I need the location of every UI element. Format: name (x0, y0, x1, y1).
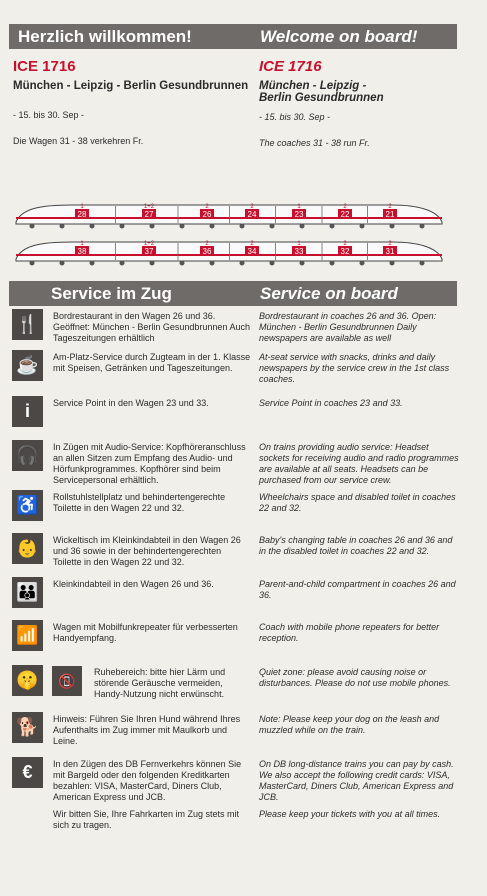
coaches-en: The coaches 31 - 38 run Fr. (259, 138, 370, 148)
service-text-de: In Zügen mit Audio-Service: Kopfhöreranschluss an allen Sitzen zum Empfang des Audio- und Hörfunkprogrammes. Kopfhörer sind beim Servicepersonal erhältlich. (53, 442, 246, 485)
route-de: München - Leipzig - Berlin Gesundbrunnen (13, 80, 249, 92)
ticket-note-de: Wir bitten Sie, Ihre Fahrkarten im Zug stets mit sich zu tragen. (53, 809, 240, 830)
coach-number: 36 (202, 247, 212, 256)
welcome-banner (9, 24, 457, 49)
class-mark: 1 (297, 204, 301, 210)
service-text-en: Note: Please keep your dog on the leash and muzzled while on the train. (259, 714, 440, 735)
class-mark: 1+2 (143, 241, 155, 247)
coach-number: 24 (247, 210, 257, 219)
welcome-de: Herzlich willkommen! (18, 27, 192, 46)
service-text-en: Coach with mobile phone repeaters for better reception. (259, 622, 440, 643)
ticket-note-en: Please keep your tickets with you at all times. (259, 809, 441, 819)
coach-number: 34 (247, 247, 257, 256)
class-mark: 2 (205, 204, 209, 210)
class-mark: 2 (343, 241, 347, 247)
coach-number: 27 (144, 210, 154, 219)
service-text-de: Wickeltisch im Kleinkindabteil in den Wagen 26 und 36 sowie in der behindertengerechten Toilette in den Wagen 22 und 32. (53, 535, 241, 567)
class-mark: 2 (205, 241, 209, 247)
payment-icon: € (12, 757, 43, 788)
service-text-en: Quiet zone: please avoid causing noise or disturbances. Please do not use mobile phones. (259, 667, 451, 688)
dates-de: - 15. bis 30. Sep - (13, 110, 85, 120)
class-mark: 1+2 (143, 204, 155, 210)
service-text-de: Wagen mit Mobilfunkrepeater für verbesserten Handyempfang. (53, 622, 238, 643)
service-text-de: Kleinkindabteil in den Wagen 26 und 36. (53, 579, 214, 589)
service-text-de: Am-Platz-Service durch Zugteam in der 1. Klasse mit Speisen, Getränken und Tageszeitungen. (53, 352, 251, 373)
coach-number: 26 (202, 210, 212, 219)
service-text-en: On trains providing audio service: Headset sockets for receiving audio and radio programmes are available at all seats. Headsets can be purchased from our service crew. (259, 442, 459, 485)
mobile-repeater-icon: 📶 (12, 620, 43, 651)
coach-number: 28 (77, 210, 87, 219)
quiet-zone-icon: 🤫 (12, 665, 43, 696)
restaurant-icon: 🍴 (12, 309, 43, 340)
service-text-de: Ruhebereich: bitte hier Lärm und störende Geräusche vermeiden, Handy-Nutzung nicht erwünscht. (94, 667, 226, 699)
headphones-icon: 🎧 (12, 440, 43, 471)
service-text-en: On DB long-distance trains you can pay by cash. We also accept the following credit cards: VISA, MasterCard, Diners Club, American Express and JCB. (259, 759, 454, 802)
class-mark: 2 (343, 204, 347, 210)
no-phone-icon: 📵 (52, 666, 82, 696)
coach-number: 21 (385, 210, 395, 219)
train-info-en (259, 58, 464, 149)
coach-number: 33 (294, 247, 304, 256)
service-text-de: Hinweis: Führen Sie Ihren Hund während Ihres Aufenthalts im Zug immer mit Maulkorb und Leine. (53, 714, 241, 746)
class-mark: 1 (297, 241, 301, 247)
baby-changing-icon: 👶 (12, 533, 43, 564)
service-text-en: Baby's changing table in coaches 26 and 36 and in the disabled toilet in coaches 22 and 32. (259, 535, 453, 556)
class-mark: 2 (250, 204, 254, 210)
route-en: München - Leipzig - Berlin Gesundbrunnen (259, 80, 384, 104)
coach-number: 31 (385, 247, 395, 256)
coach-number: 32 (340, 247, 350, 256)
welcome-en: Welcome on board! (260, 27, 418, 46)
service-banner (9, 281, 457, 306)
family-icon: 👪 (12, 577, 43, 608)
class-mark: 2 (250, 241, 254, 247)
train-diagram-1 (12, 200, 444, 230)
service-text-en: Service Point in coaches 23 and 33. (259, 398, 403, 408)
coaches-de: Die Wagen 31 - 38 verkehren Fr. (13, 136, 144, 146)
class-mark: 2 (388, 204, 392, 210)
class-mark: 1 (80, 204, 84, 210)
service-text-de: Bordrestaurant in den Wagen 26 und 36. Geöffnet: München - Berlin Gesundbrunnen Auch Tageszeitungen erhältlich (53, 311, 250, 343)
coach-number: 38 (77, 247, 87, 256)
class-mark: 1 (80, 241, 84, 247)
service-text-en: Parent-and-child compartment in coaches 26 and 36. (259, 579, 456, 600)
train-info-de (13, 58, 253, 147)
info-icon: i (12, 396, 43, 427)
service-en: Service on board (260, 284, 398, 303)
service-text-en: Wheelchairs space and disabled toilet in coaches 22 and 32. (259, 492, 456, 513)
wheelchair-icon: ♿ (12, 490, 43, 521)
service-text-en: At-seat service with snacks, drinks and daily newspapers by the service crew in the 1st class coaches. (259, 352, 450, 384)
dates-en: - 15. bis 30. Sep - (259, 112, 331, 122)
at-seat-service-icon: ☕ (12, 350, 43, 381)
service-text-de: In den Zügen des DB Fernverkehrs können Sie mit Bargeld oder den folgenden Kreditkarten bezahlen: VISA, MasterCard, Diners Club, American Express und JCB. (53, 759, 242, 802)
train-number-en: ICE 1716 (259, 58, 322, 75)
coach-number: 23 (294, 210, 304, 219)
coach-number: 37 (144, 247, 154, 256)
service-text-en: Bordrestaurant in coaches 26 and 36. Open: München - Berlin Gesundbrunnen Daily newspapers are available as well (259, 311, 437, 343)
class-mark: 2 (388, 241, 392, 247)
service-de: Service im Zug (51, 284, 172, 303)
train-number-de: ICE 1716 (13, 58, 76, 75)
coach-number: 22 (340, 210, 350, 219)
train-diagram-2 (12, 237, 444, 267)
service-text-de: Service Point in den Wagen 23 und 33. (53, 398, 209, 408)
dog-icon: 🐕 (12, 712, 43, 743)
service-text-de: Rollstuhlstellplatz und behindertengerechte Toilette in den Wagen 22 und 32. (53, 492, 226, 513)
